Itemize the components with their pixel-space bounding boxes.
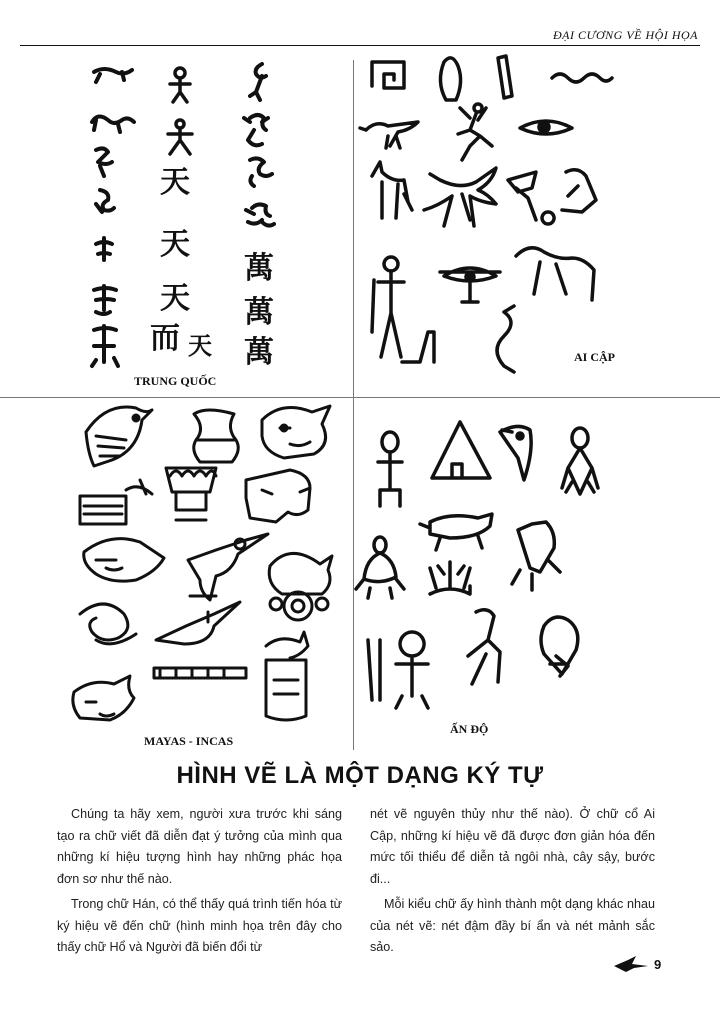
china-character: 萬 (244, 335, 274, 370)
china-character: 天 (160, 281, 190, 316)
china-human-pictographs (168, 68, 192, 154)
china-character: 而 (150, 321, 180, 356)
egypt-hieroglyphs (360, 56, 612, 372)
section-title: HÌNH VẼ LÀ MỘT DẠNG KÝ TỰ (176, 762, 544, 789)
paragraph: Trong chữ Hán, có thể thấy quá trình tiến hóa từ ký hiệu vẽ đến chữ (hình minh họa trên đây cho thấy chữ Hổ và Người đã biến đổi từ (57, 897, 342, 954)
caption-india: ẤN ĐỘ (450, 722, 489, 736)
maya-glyphs (73, 406, 332, 720)
paragraph: Mỗi kiểu chữ ấy hình thành một dạng khác nhau của nét vẽ: nét đậm đầy bí ẩn và nét mảnh sắc sảo. (370, 897, 655, 954)
caption-egypt: AI CẬP (574, 350, 615, 364)
china-character: 天 (160, 227, 190, 262)
china-character: 天 (160, 165, 190, 200)
paragraph: Chúng ta hãy xem, người xưa trước khi sáng tạo ra chữ viết đã diễn đạt ý tưởng của mình qua những kí hiệu tượng hình hay những phác họa đơn sơ như thế nào. (57, 807, 342, 886)
body-column-right (370, 804, 655, 963)
caption-mayas: MAYAS - INCAS (144, 734, 234, 748)
china-character: 萬 (244, 251, 274, 286)
body-column-left (57, 804, 342, 963)
bird-ornament-icon (612, 954, 654, 972)
china-tiger-pictographs (92, 69, 134, 366)
india-petroglyphs (356, 422, 598, 708)
paragraph: nét vẽ nguyên thủy như thế nào). Ở chữ cổ Ai Cập, những kí hiệu vẽ đã được đơn giản hóa đến mức tối thiểu để diễn tả ngôi nhà, cây sậy, bước đi... (370, 807, 655, 886)
china-character: 天 (188, 331, 212, 360)
caption-china: TRUNG QUỐC (134, 374, 217, 388)
china-character: 萬 (244, 295, 274, 330)
page-number: 9 (654, 957, 662, 972)
china-scorpion-pictographs (244, 64, 274, 226)
running-head: ĐẠI CƯƠNG VỀ HỘI HỌA (552, 28, 698, 42)
